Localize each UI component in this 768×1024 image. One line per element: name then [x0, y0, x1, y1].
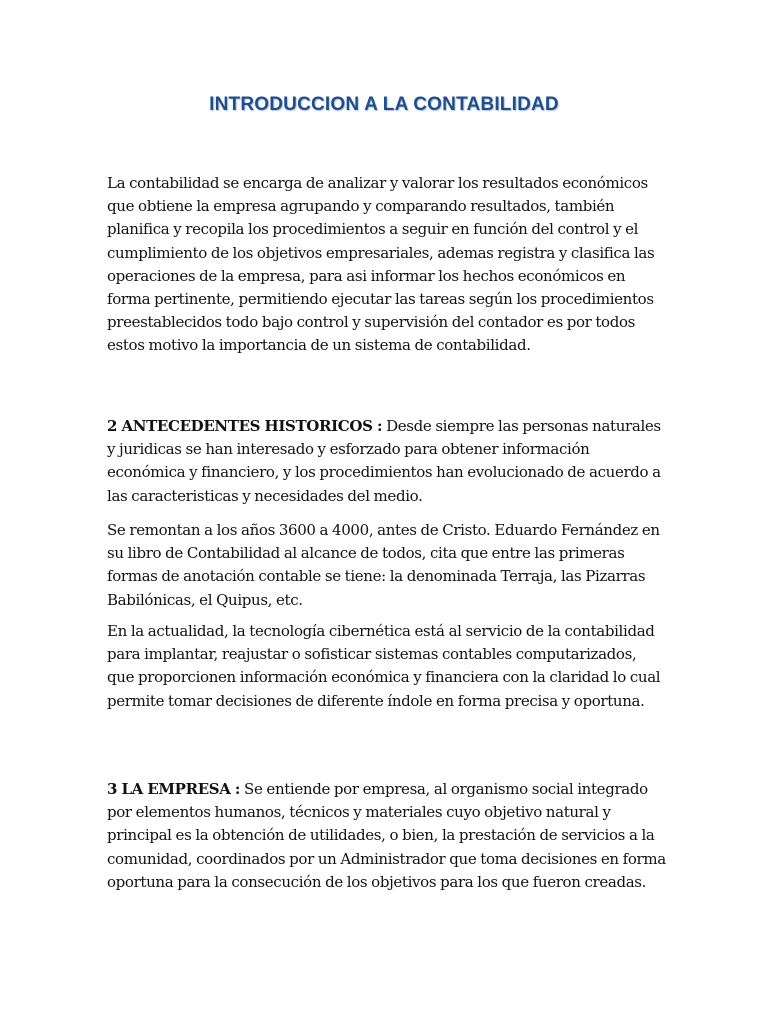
document-title: INTRODUCCION A LA CONTABILIDAD [209, 94, 559, 115]
antecedentes-paragraph [107, 415, 667, 508]
intro-paragraph: La contabilidad se encarga de analizar y valorar los resultados económicos que obtiene la empresa agrupando y comparando resultados, también planifica y recopila los procedimientos a seguir en función del control y el cumplimiento de los objetivos empresariales, ademas registra y clasifica las operaciones de la empresa, para asi informar los hechos económicos en forma pertinente, permitiendo ejecutar las tareas según los procedimientos preestablecidos todo bajo control y supervisión del contador es por todos estos motivo la importancia de un sistema de contabilidad. [107, 174, 655, 355]
antecedentes-text: Desde siempre las personas naturales y juridicas se han interesado y esforzado para obtener información económica y financiero, y los procedimientos han evolucionado de acuerdo a las caracteristicas y necesidades del medio. [107, 417, 661, 505]
actualidad-paragraph: En la actualidad, la tecnología cibernética está al servicio de la contabilidad para implantar, reajustar o sofisticar sistemas contables computarizados, que proporcionen información económica y financiera con la claridad lo cual permite tomar decisiones de diferente índole en forma precisa y oportuna. [107, 622, 661, 710]
antecedentes-heading: 2 ANTECEDENTES HISTORICOS : [107, 417, 383, 435]
remontan-paragraph: Se remontan a los años 3600 a 4000, antes de Cristo. Eduardo Fernández en su libro de Contabilidad al alcance de todos, cita que entre las primeras formas de anotación contable se tiene: la denominada Terraja, las Pizarras Babilónicas, el Quipus, etc. [107, 521, 660, 609]
empresa-text: Se entiende por empresa, al organismo social integrado por elementos humanos, técnicos y materiales cuyo objetivo natural y principal es la obtención de utilidades, o bien, la prestación de servicios a la comunidad, coordinados por un Administrador que toma decisiones en forma oportuna para la consecución de los objetivos para los que fueron creadas. [107, 780, 666, 891]
empresa-heading: 3 LA EMPRESA : [107, 780, 241, 798]
empresa-paragraph [107, 778, 667, 894]
